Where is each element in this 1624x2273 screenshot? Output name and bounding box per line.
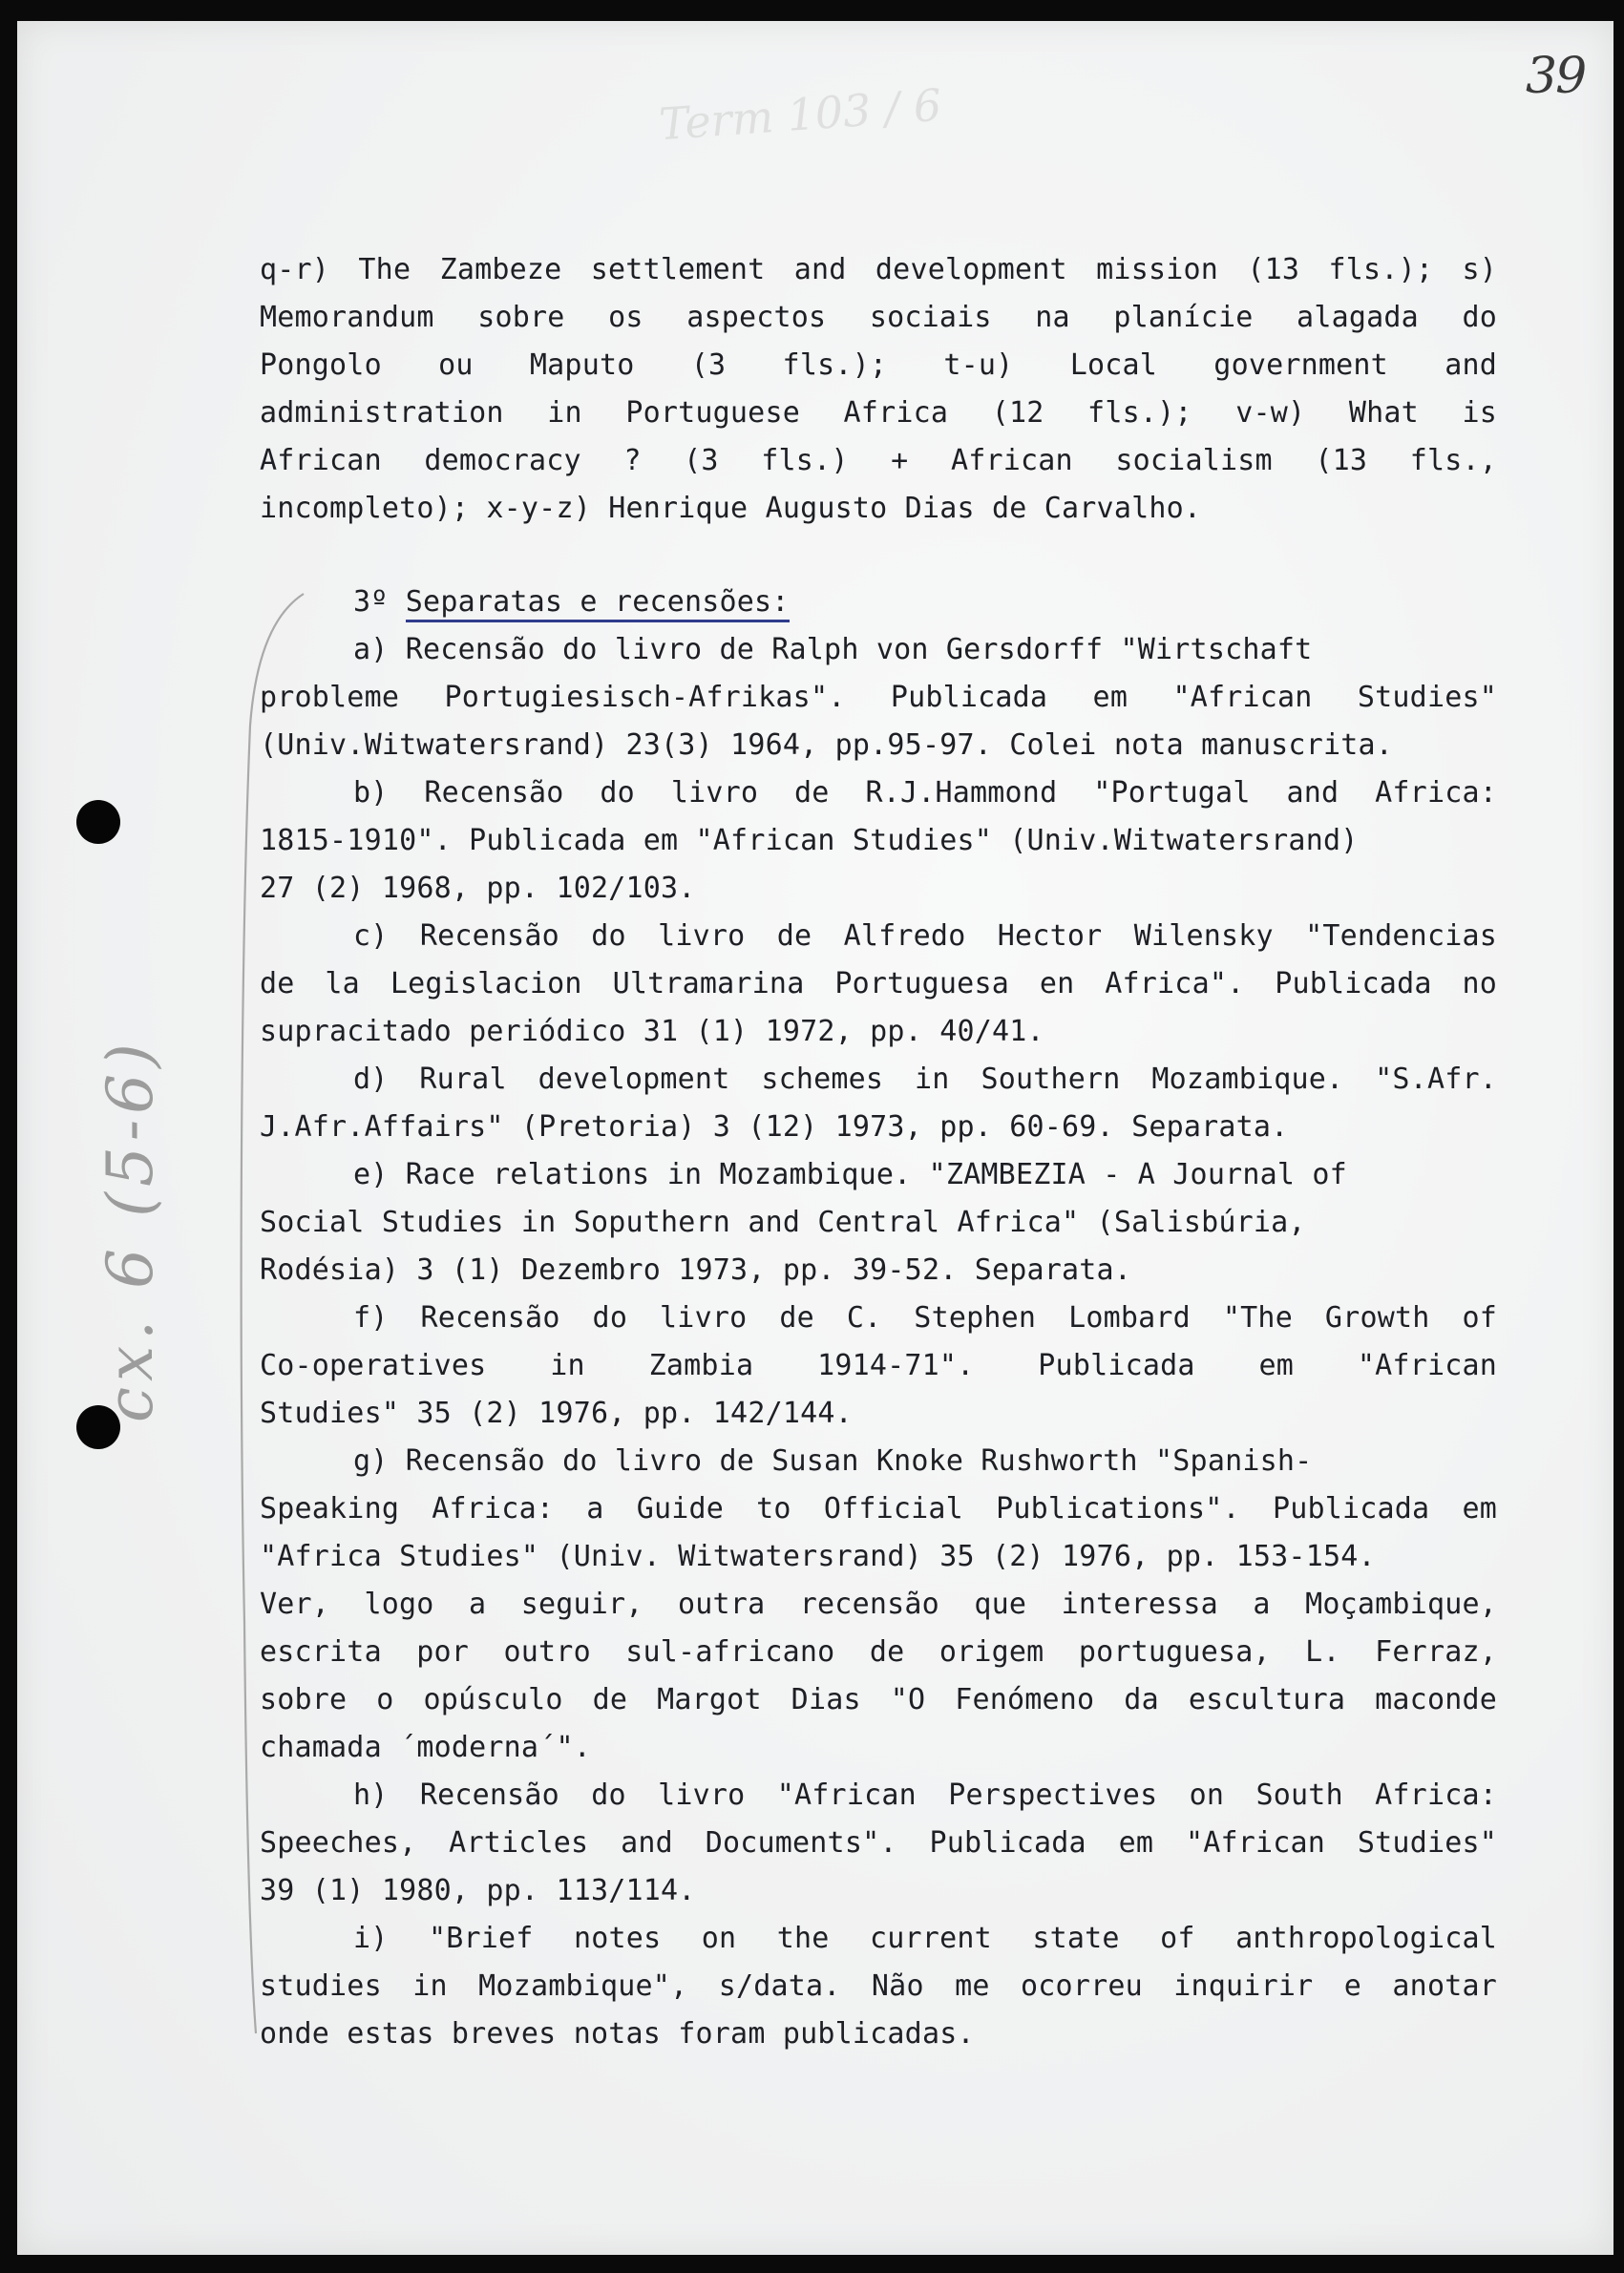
entry-line: 27 (2) 1968, pp. 102/103. [260,872,696,905]
entry-line: Social Studies in Soputhern and Central Africa" (Salisbúria, [260,1206,1306,1239]
body-text [260,246,1497,2058]
entry-line: i) "Brief notes on the current state of anthropological [353,1922,1497,1955]
entry-line: J.Afr.Affairs" (Pretoria) 3 (12) 1973, pp. 60-69. Separata. [260,1110,1289,1144]
entry-line: chamada ´moderna´". [260,1731,591,1764]
entry-line: h) Recensão do livro "African Perspectives on South Africa: [353,1778,1497,1812]
entry-line: Speaking Africa: a Guide to Official Publications". Publicada em [260,1492,1497,1526]
paragraph-line: administration in Portuguese Africa (12 fls.); v-w) What is [260,396,1497,430]
entry-line: Ver, logo a seguir, outra recensão que interessa a Moçambique, [260,1588,1497,1621]
entry-line: b) Recensão do livro de R.J.Hammond "Portugal and Africa: [353,776,1497,810]
entry-line: d) Rural development schemes in Southern Mozambique. "S.Afr. [353,1063,1497,1096]
section-title: Separatas e recensões: [406,585,790,622]
entry-line: probleme Portugiesisch-Afrikas". Publicada em "African Studies" [260,681,1497,714]
paragraph-line: incompleto); x-y-z) Henrique Augusto Dias de Carvalho. [260,492,1202,525]
paragraph-line: Memorandum sobre os aspectos sociais na planície alagada do [260,301,1497,334]
entry-line: f) Recensão do livro de C. Stephen Lombard "The Growth of [353,1301,1497,1335]
faint-pencil-note: Term 103 / 6 [657,78,943,151]
entry-line: Speeches, Articles and Documents". Publicada em "African Studies" [260,1826,1497,1860]
entry-line: g) Recensão do livro de Susan Knoke Rushworth "Spanish- [353,1444,1313,1478]
page-number: 39 [1526,48,1586,105]
entry-line: Rodésia) 3 (1) Dezembro 1973, pp. 39-52. Separata. [260,1253,1132,1287]
entry-line: Co-operatives in Zambia 1914-71". Publicada em "African [260,1349,1497,1382]
entry-line: (Univ.Witwatersrand) 23(3) 1964, pp.95-97. Colei nota manuscrita. [260,728,1393,762]
entry-line: Studies" 35 (2) 1976, pp. 142/144. [260,1397,853,1430]
entry-line: 1815-1910". Publicada em "African Studies" (Univ.Witwatersrand) [260,824,1359,857]
entry-line: de la Legislacion Ultramarina Portuguesa en Africa". Publicada no [260,967,1497,1000]
section-number: 3º [353,585,389,619]
entry-line: a) Recensão do livro de Ralph von Gersdorff "Wirtschaft [353,633,1313,666]
side-pencil-note: cx. 6 (5-6) [94,1038,167,1422]
paragraph-line: African democracy ? (3 fls.) + African socialism (13 fls., [260,444,1497,477]
entry-line: supracitado periódico 31 (1) 1972, pp. 40/41. [260,1015,1044,1048]
entry-line: sobre o opúsculo de Margot Dias "O Fenómeno da escultura maconde [260,1683,1497,1716]
entry-line: studies in Mozambique", s/data. Não me ocorreu inquirir e anotar [260,1969,1497,2003]
paragraph-line: q-r) The Zambeze settlement and development mission (13 fls.); s) [260,253,1497,286]
entry-line: c) Recensão do livro de Alfredo Hector Wilensky "Tendencias [353,919,1497,953]
section-heading [260,579,1497,626]
entry-line: 39 (1) 1980, pp. 113/114. [260,1874,696,1907]
entry-line: e) Race relations in Mozambique. "ZAMBEZIA - A Journal of [353,1158,1347,1191]
entry-line: escrita por outro sul-africano de origem portuguesa, L. Ferraz, [260,1635,1497,1669]
paragraph-line: Pongolo ou Maputo (3 fls.); t-u) Local government and [260,348,1497,382]
entry-line: "Africa Studies" (Univ. Witwatersrand) 35 (2) 1976, pp. 153-154. [260,1540,1376,1573]
entry-line: onde estas breves notas foram publicadas. [260,2017,975,2051]
